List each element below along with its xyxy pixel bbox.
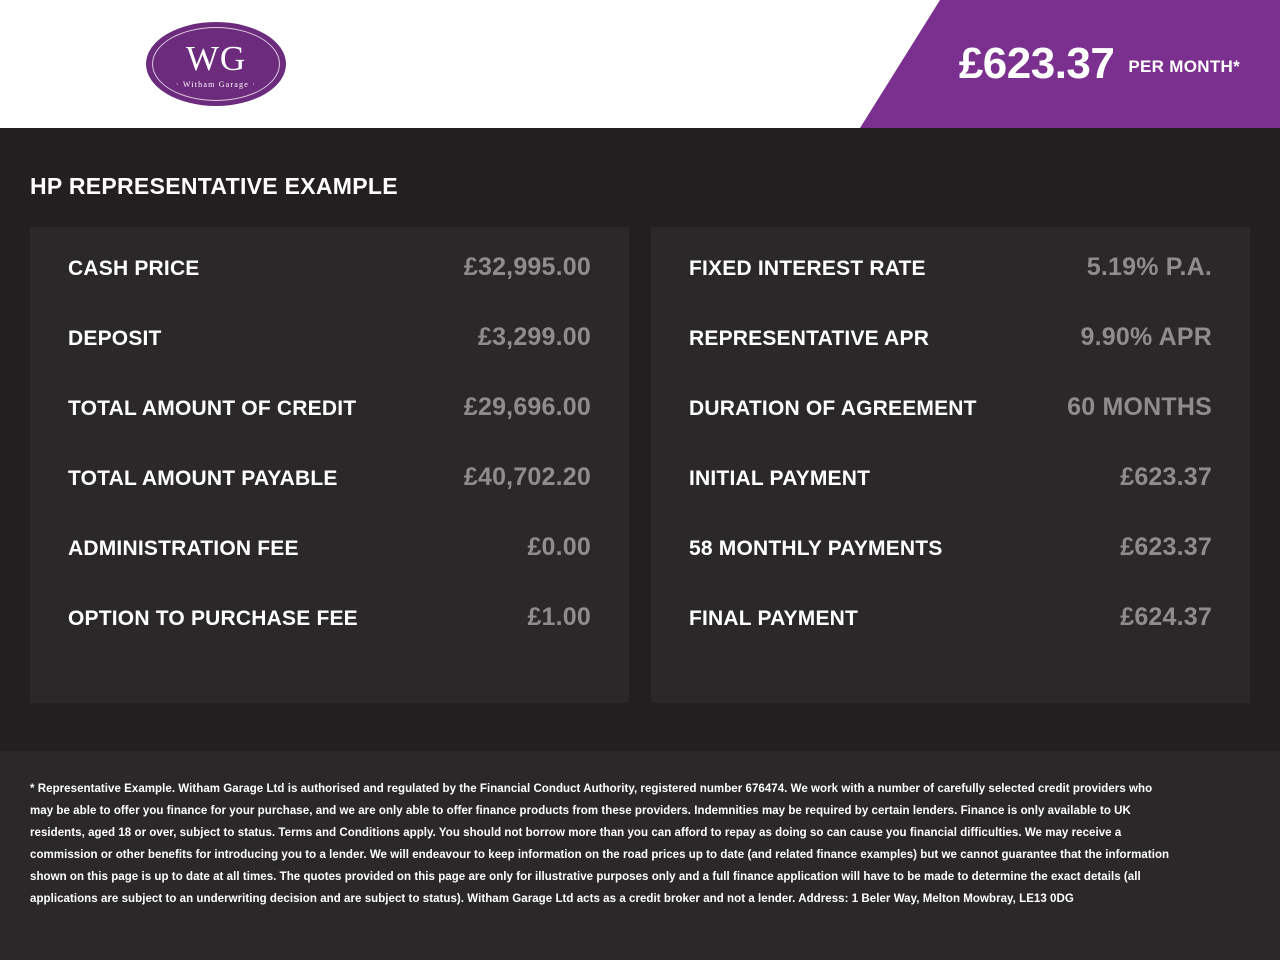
row-label: CASH PRICE <box>68 257 200 280</box>
logo-initials: WG <box>185 39 247 78</box>
table-row <box>689 603 1212 673</box>
row-value: £623.37 <box>1120 533 1212 561</box>
row-label: FIXED INTEREST RATE <box>689 257 926 280</box>
row-label: FINAL PAYMENT <box>689 607 859 630</box>
table-row <box>689 253 1212 323</box>
price-banner-content <box>959 0 1240 128</box>
row-label: TOTAL AMOUNT OF CREDIT <box>68 397 357 420</box>
row-value: £0.00 <box>527 533 591 561</box>
row-value: 5.19% P.A. <box>1086 253 1212 281</box>
monthly-price-amount: £623.37 <box>958 39 1115 88</box>
left-details-panel <box>30 227 629 703</box>
witham-garage-logo[interactable] <box>146 22 286 106</box>
table-row <box>689 323 1212 393</box>
table-row <box>68 463 591 533</box>
row-value: £623.37 <box>1120 463 1212 491</box>
row-label: DURATION OF AGREEMENT <box>689 397 977 420</box>
logo-name: · Witham Garage · <box>175 80 257 89</box>
table-row <box>689 393 1212 463</box>
row-value: 60 MONTHS <box>1067 393 1212 421</box>
row-value: £1.00 <box>527 603 591 631</box>
table-row <box>68 533 591 603</box>
table-row <box>68 603 591 673</box>
table-row <box>689 533 1212 603</box>
page-title: HP REPRESENTATIVE EXAMPLE <box>30 173 398 199</box>
disclaimer-section <box>0 751 1280 960</box>
table-row <box>68 393 591 463</box>
page-body <box>0 128 1280 960</box>
disclaimer-text: * Representative Example. Witham Garage Ltd is authorised and regulated by the Financial Conduct Authority, registered number 676474. We work with a number of carefully selected credit providers who may be able to offer you finance for your purchase, and we are only able to offer finance products from these providers. Indemnities may be required by certain lenders. Finance is only available to UK residents, aged 18 or over, subject to status. Terms and Conditions apply. You should not borrow more than you can afford to repay as doing so can cause you financial difficulties. We may receive a commission or other benefits for introducing you to a lender. We will endeavour to keep information on the road prices up to date (and related finance examples) but we cannot guarantee that the information shown on this page is up to date at all times. The quotes provided on this page are only for illustrative purposes only and a full finance application will have to be made to determine the exact details (all applications are subject to an underwriting decision and are subject to status). Witham Garage Ltd acts as a credit broker and not a lender. Address: 1 Beler Way, Melton Mowbray, LE13 0DG <box>30 783 1170 905</box>
row-label: TOTAL AMOUNT PAYABLE <box>68 467 338 490</box>
row-label: DEPOSIT <box>68 327 162 350</box>
row-value: £32,995.00 <box>463 253 591 281</box>
table-row <box>68 323 591 393</box>
row-label: REPRESENTATIVE APR <box>689 327 930 350</box>
table-row <box>68 253 591 323</box>
logo-oval-shape <box>146 22 286 106</box>
representative-example-tables <box>0 200 1280 703</box>
row-label: OPTION TO PURCHASE FEE <box>68 607 358 630</box>
row-value: £3,299.00 <box>477 323 591 351</box>
row-label: ADMINISTRATION FEE <box>68 537 299 560</box>
table-row <box>689 463 1212 533</box>
row-value: £29,696.00 <box>463 393 591 421</box>
row-value: 9.90% APR <box>1080 323 1212 351</box>
right-details-panel <box>651 227 1250 703</box>
row-value: £40,702.20 <box>463 463 591 491</box>
row-value: £624.37 <box>1120 603 1212 631</box>
row-label: 58 MONTHLY PAYMENTS <box>689 537 943 560</box>
row-label: INITIAL PAYMENT <box>689 467 871 490</box>
monthly-price-label: PER MONTH* <box>1128 57 1240 76</box>
page-header <box>0 0 1280 128</box>
